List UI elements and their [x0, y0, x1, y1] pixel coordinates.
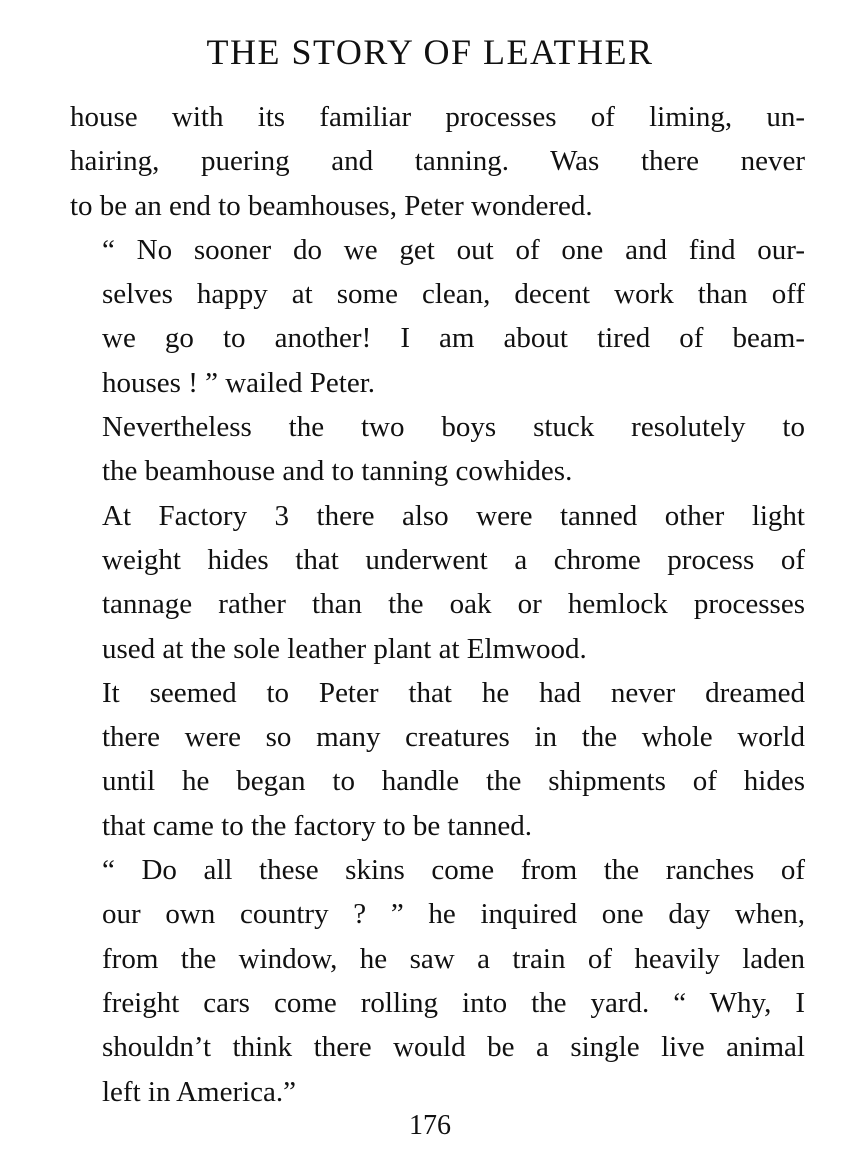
text-line: At Factory 3 there also were tanned other light: [102, 499, 805, 532]
text-line: tannage rather than the oak or hemlock processes: [102, 588, 805, 621]
text-line: from the window, he saw a train of heavily laden: [102, 942, 805, 975]
page-number: 176: [409, 1110, 451, 1141]
paragraph-6: [70, 848, 805, 1114]
text-line: our own country ? ” he inquired one day when,: [102, 898, 805, 931]
text-line: selves happy at some clean, decent work than off: [102, 278, 805, 311]
text-line: houses ! ” wailed Peter.: [102, 366, 376, 399]
running-head: THE STORY OF LEATHER: [206, 32, 654, 72]
text-line: used at the sole leather plant at Elmwood.: [102, 632, 587, 665]
text-line: freight cars come rolling into the yard. “ Why, I: [102, 986, 805, 1019]
paragraph-4: [70, 494, 805, 671]
text-line: the beamhouse and to tanning cowhides.: [102, 455, 573, 488]
text-line: It seemed to Peter that he had never dreamed: [102, 676, 805, 709]
paragraph-5: [70, 671, 805, 848]
body-text: [70, 95, 805, 1114]
text-line: hairing, puering and tanning. Was there never: [70, 145, 805, 178]
text-line: house with its familiar processes of liming, un-: [70, 101, 805, 133]
text-line: that came to the factory to be tanned.: [102, 809, 532, 842]
text-line: shouldn’t think there would be a single live animal: [102, 1031, 805, 1064]
text-line: until he began to handle the shipments of hides: [102, 765, 805, 798]
text-line: Nevertheless the two boys stuck resolutely to: [102, 411, 805, 444]
text-line: we go to another! I am about tired of beam-: [102, 322, 805, 355]
paragraph-1: [70, 95, 805, 228]
paragraph-3: [70, 405, 805, 494]
text-line: “ Do all these skins come from the ranches of: [102, 854, 805, 887]
text-line: left in America.”: [102, 1075, 297, 1108]
text-line: weight hides that underwent a chrome process of: [102, 543, 805, 576]
text-line: there were so many creatures in the whole world: [102, 721, 805, 754]
text-line: to be an end to beamhouses, Peter wondered.: [70, 189, 593, 222]
paragraph-2: [70, 228, 805, 405]
text-line: “ No sooner do we get out of one and find our-: [102, 233, 805, 266]
